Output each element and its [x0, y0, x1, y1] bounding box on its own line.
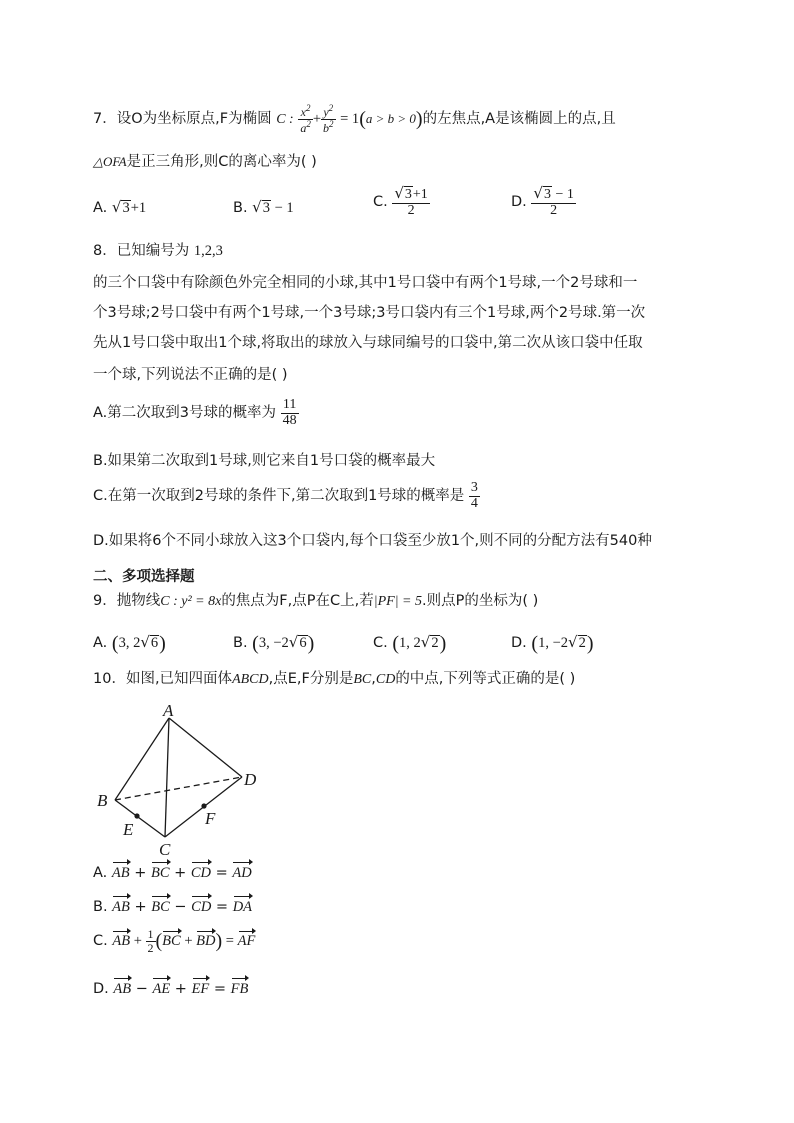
q7-triangle: △OFA	[93, 154, 127, 169]
q10-line	[93, 668, 575, 691]
q9-parabola: C : y² = 8x	[160, 594, 222, 609]
q7-option-c-label: C.	[373, 194, 388, 211]
q9-option-a[interactable]: A. (3, 2√6)	[93, 632, 166, 655]
q9-option-d[interactable]: D. (1, −2√2)	[511, 632, 594, 655]
q9-option-b[interactable]: B. (3, −2√6)	[233, 632, 315, 655]
q10-number: 10．	[93, 671, 126, 687]
q8-line5: 一个球,下列说法不正确的是( )	[93, 367, 288, 383]
label-f: F	[205, 809, 216, 828]
q8-option-c-num: 3	[470, 480, 478, 495]
q8-option-a-num: 11	[282, 397, 297, 412]
q9-option-c-label: C.	[373, 635, 388, 651]
q8-line3: 个3号球;2号口袋中有两个1号球,一个3号球;3号口袋内有三个1号球,两个2号球.第一次	[93, 305, 646, 321]
q10-option-d[interactable]: D. AB − AE + EF = FB	[93, 978, 248, 1000]
q9-options	[93, 628, 693, 656]
q8-option-b[interactable]: B.如果第二次取到1号球,则它来自1号口袋的概率最大	[93, 453, 436, 469]
q10-option-c[interactable]: C. AB + $\frac{1}{2}$ (BC + BD) = AF	[93, 927, 256, 955]
q9-option-d-label: D.	[511, 635, 527, 651]
q10-option-d-label: D.	[93, 981, 109, 997]
q8-line4: 先从1号口袋中取出1个球,将取出的球放入与球同编号的口袋中,第二次从该口袋中任取	[93, 335, 643, 351]
point-e	[134, 813, 139, 818]
q8-option-d[interactable]: D.如果将6个不同小球放入这3个口袋内,每个口袋至少放1个,则不同的分配方法有540种	[93, 533, 652, 549]
q10-cd: CD	[375, 672, 396, 687]
q9-text3: .则点P的坐标为( )	[422, 593, 539, 609]
q10-text1: 如图,已知四面体	[125, 671, 233, 687]
q8-option-c[interactable]	[93, 481, 480, 511]
label-e: E	[123, 820, 134, 839]
q7-text3: 是正三角形,则C的离心率为( )	[126, 154, 317, 170]
q7-line1: 7．设O为坐标原点,F为椭圆 C : $\frac{x^2}{a^2}$ + $\frac{y^2}{b^2}$ = 1(a > b > 0)的左焦点,A是该椭圆上的点,且	[93, 102, 616, 135]
q9-number: 9．	[93, 593, 117, 609]
label-b: B	[97, 791, 108, 810]
q10-text3: 的中点,下列等式正确的是( )	[395, 671, 576, 687]
q10-option-a[interactable]: A. AB + BC + CD = AD	[93, 862, 252, 884]
q7-condition: a > b > 0	[365, 111, 416, 126]
q10-tetra: ABCD	[232, 672, 269, 687]
point-f	[201, 803, 206, 808]
label-c: C	[159, 840, 171, 859]
q8-numbers: 1,2,3	[193, 243, 223, 259]
q8-line1	[93, 240, 223, 262]
q10-option-a-label: A.	[93, 865, 108, 881]
q9-text2: 的焦点为F,点P在C上,若	[221, 593, 374, 609]
edge-ad	[169, 718, 242, 777]
q9-option-c[interactable]: C. (1, 2√2)	[373, 632, 447, 655]
q7-ellipse-label: C :	[276, 112, 294, 127]
q7-eq-rhs: = 1	[340, 111, 360, 127]
q10-option-b-label: B.	[93, 899, 108, 915]
q8-line2: 的三个口袋中有除颜色外完全相同的小球,其中1号口袋中有两个1号球,一个2号球和一	[93, 275, 638, 291]
q8-option-a-text: A.第二次取到3号球的概率为	[93, 405, 276, 422]
q8-text1: 已知编号为	[116, 243, 190, 259]
edge-ab	[115, 718, 169, 800]
edge-ac	[165, 718, 169, 837]
q8-number: 8．	[93, 243, 117, 259]
q8-option-a-den: 48	[282, 412, 297, 428]
q7-option-c[interactable]: C. $\frac{√3+1}{2}$	[373, 184, 428, 218]
q10-option-c-label: C.	[93, 933, 108, 950]
q9-option-b-label: B.	[233, 635, 248, 651]
q10-option-b[interactable]: B. AB + BC − CD = DA	[93, 896, 252, 918]
tetrahedron-figure	[93, 700, 273, 860]
q9-line	[93, 590, 538, 613]
q7-option-d[interactable]: D. $\frac{√3 - 1}{2}$	[511, 184, 574, 218]
q7-option-d-label: D.	[511, 194, 527, 211]
q9-text1: 抛物线	[116, 593, 161, 609]
q7-option-a[interactable]: A. √3+1	[93, 198, 147, 216]
q7-text2: 的左焦点,A是该椭圆上的点,且	[422, 111, 616, 127]
label-d: D	[244, 770, 257, 789]
section-title: 二、多项选择题	[93, 569, 195, 585]
q7-option-b-label: B.	[233, 200, 248, 216]
label-a: A	[163, 701, 174, 720]
q8-option-a[interactable]	[93, 398, 299, 428]
edge-bd-hidden	[115, 777, 242, 800]
q7-frac-x: $\frac{x^2}{a^2}$	[300, 102, 311, 135]
q8-option-c-den: 4	[470, 495, 478, 511]
q9-option-a-label: A.	[93, 635, 108, 651]
q7-frac-y: $\frac{y^2}{b^2}$	[323, 102, 334, 135]
q9-pf: |PF| = 5	[373, 594, 422, 609]
q8-option-c-text: C.在第一次取到2号球的条件下,第二次取到1号球的概率是	[93, 488, 465, 505]
q7-options	[93, 186, 693, 230]
q7-number: 7．	[93, 111, 117, 127]
q7-option-b[interactable]: B. √3 − 1	[233, 198, 294, 216]
q7-text1: 设O为坐标原点,F为椭圆	[116, 111, 272, 127]
q10-text2: ,点E,F分别是	[268, 671, 354, 687]
q7-option-a-label: A.	[93, 200, 108, 216]
q10-bc: BC	[353, 672, 372, 687]
q7-line2	[93, 150, 317, 174]
q10-sep: ,	[371, 671, 376, 687]
